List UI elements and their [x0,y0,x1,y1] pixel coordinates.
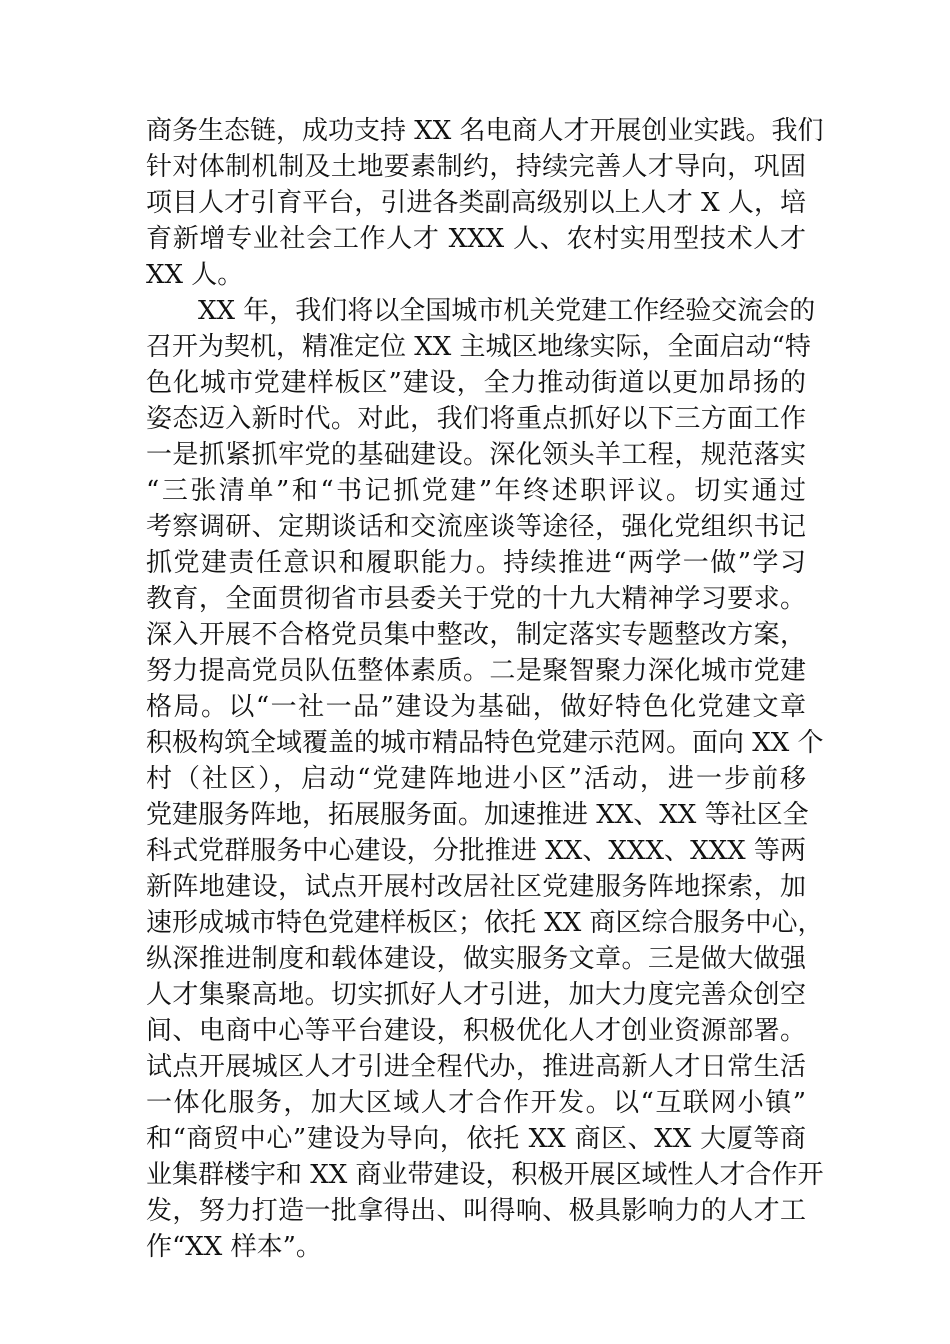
paragraph-line: 间、电商中心等平台建设，积极优化人才创业资源部署。 [146,1016,806,1046]
paragraph-line: 速形成城市特色党建样板区；依托 XX 商区综合服务中心， [146,908,824,938]
paragraph-line: 和“商贸中心”建设为导向，依托 XX 商区、XX 大厦等商 [146,1124,806,1154]
paragraph-line: 深入开展不合格党员集中整改，制定落实专题整改方案， [146,620,806,650]
paragraph-line: 针对体制机制及土地要素制约，持续完善人才导向，巩固 [146,152,806,182]
paragraph-line: “三张清单”和“书记抓党建”年终述职评议。切实通过 [146,476,806,506]
paragraph-line: 商务生态链，成功支持 XX 名电商人才开展创业实践。我们 [146,116,824,146]
paragraph-line: 抓党建责任意识和履职能力。持续推进“两学一做”学习 [146,548,806,578]
paragraph-line: 姿态迈入新时代。对此，我们将重点抓好以下三方面工作 [146,404,806,434]
paragraph-line: 色化城市党建样板区”建设，全力推动街道以更加昂扬的 [146,368,806,398]
paragraph-line: 教育，全面贯彻省市县委关于党的十九大精神学习要求。 [146,584,806,614]
paragraph-line: 人才集聚高地。切实抓好人才引进，加大力度完善众创空 [146,980,806,1010]
paragraph-line: XX 年，我们将以全国城市机关党建工作经验交流会的 [198,296,816,326]
paragraph-1 [146,113,824,293]
paragraph-line: 一体化服务，加大区域人才合作开发。以“互联网小镇” [146,1088,806,1118]
paragraph-line: 格局。以“一社一品”建设为基础，做好特色化党建文章 [146,692,806,722]
paragraph-line: 项目人才引育平台，引进各类副高级别以上人才 X 人，培 [146,188,806,218]
paragraph-line: 新阵地建设，试点开展村改居社区党建服务阵地探索，加 [146,872,806,902]
paragraph-line: XX 人。 [146,260,244,290]
paragraph-line: 努力提高党员队伍整体素质。二是聚智聚力深化城市党建 [146,656,806,686]
paragraph-line: 一是抓紧抓牢党的基础建设。深化领头羊工程，规范落实 [146,440,806,470]
paragraph-line: 业集群楼宇和 XX 商业带建设，积极开展区域性人才合作开 [146,1160,824,1190]
paragraph-line: 科式党群服务中心建设，分批推进 XX、XXX、XXX 等两 [146,836,806,866]
paragraph-line: 发，努力打造一批拿得出、叫得响、极具影响力的人才工 [146,1196,806,1226]
paragraph-line: 育新增专业社会工作人才 XXX 人、农村实用型技术人才 [146,224,806,254]
document-body [146,113,824,1265]
paragraph-line: 村（社区），启动“党建阵地进小区”活动，进一步前移 [146,764,806,794]
paragraph-line: 试点开展城区人才引进全程代办，推进高新人才日常生活 [146,1052,806,1082]
paragraph-2 [146,293,824,1265]
paragraph-line: 纵深推进制度和载体建设，做实服务文章。三是做大做强 [146,944,806,974]
paragraph-line: 考察调研、定期谈话和交流座谈等途径，强化党组织书记 [146,512,806,542]
paragraph-line: 积极构筑全域覆盖的城市精品特色党建示范网。面向 XX 个 [146,728,824,758]
paragraph-line: 作“XX 样本”。 [146,1232,322,1262]
paragraph-line: 党建服务阵地，拓展服务面。加速推进 XX、XX 等社区全 [146,800,809,830]
paragraph-line: 召开为契机，精准定位 XX 主城区地缘实际，全面启动“特 [146,332,811,362]
